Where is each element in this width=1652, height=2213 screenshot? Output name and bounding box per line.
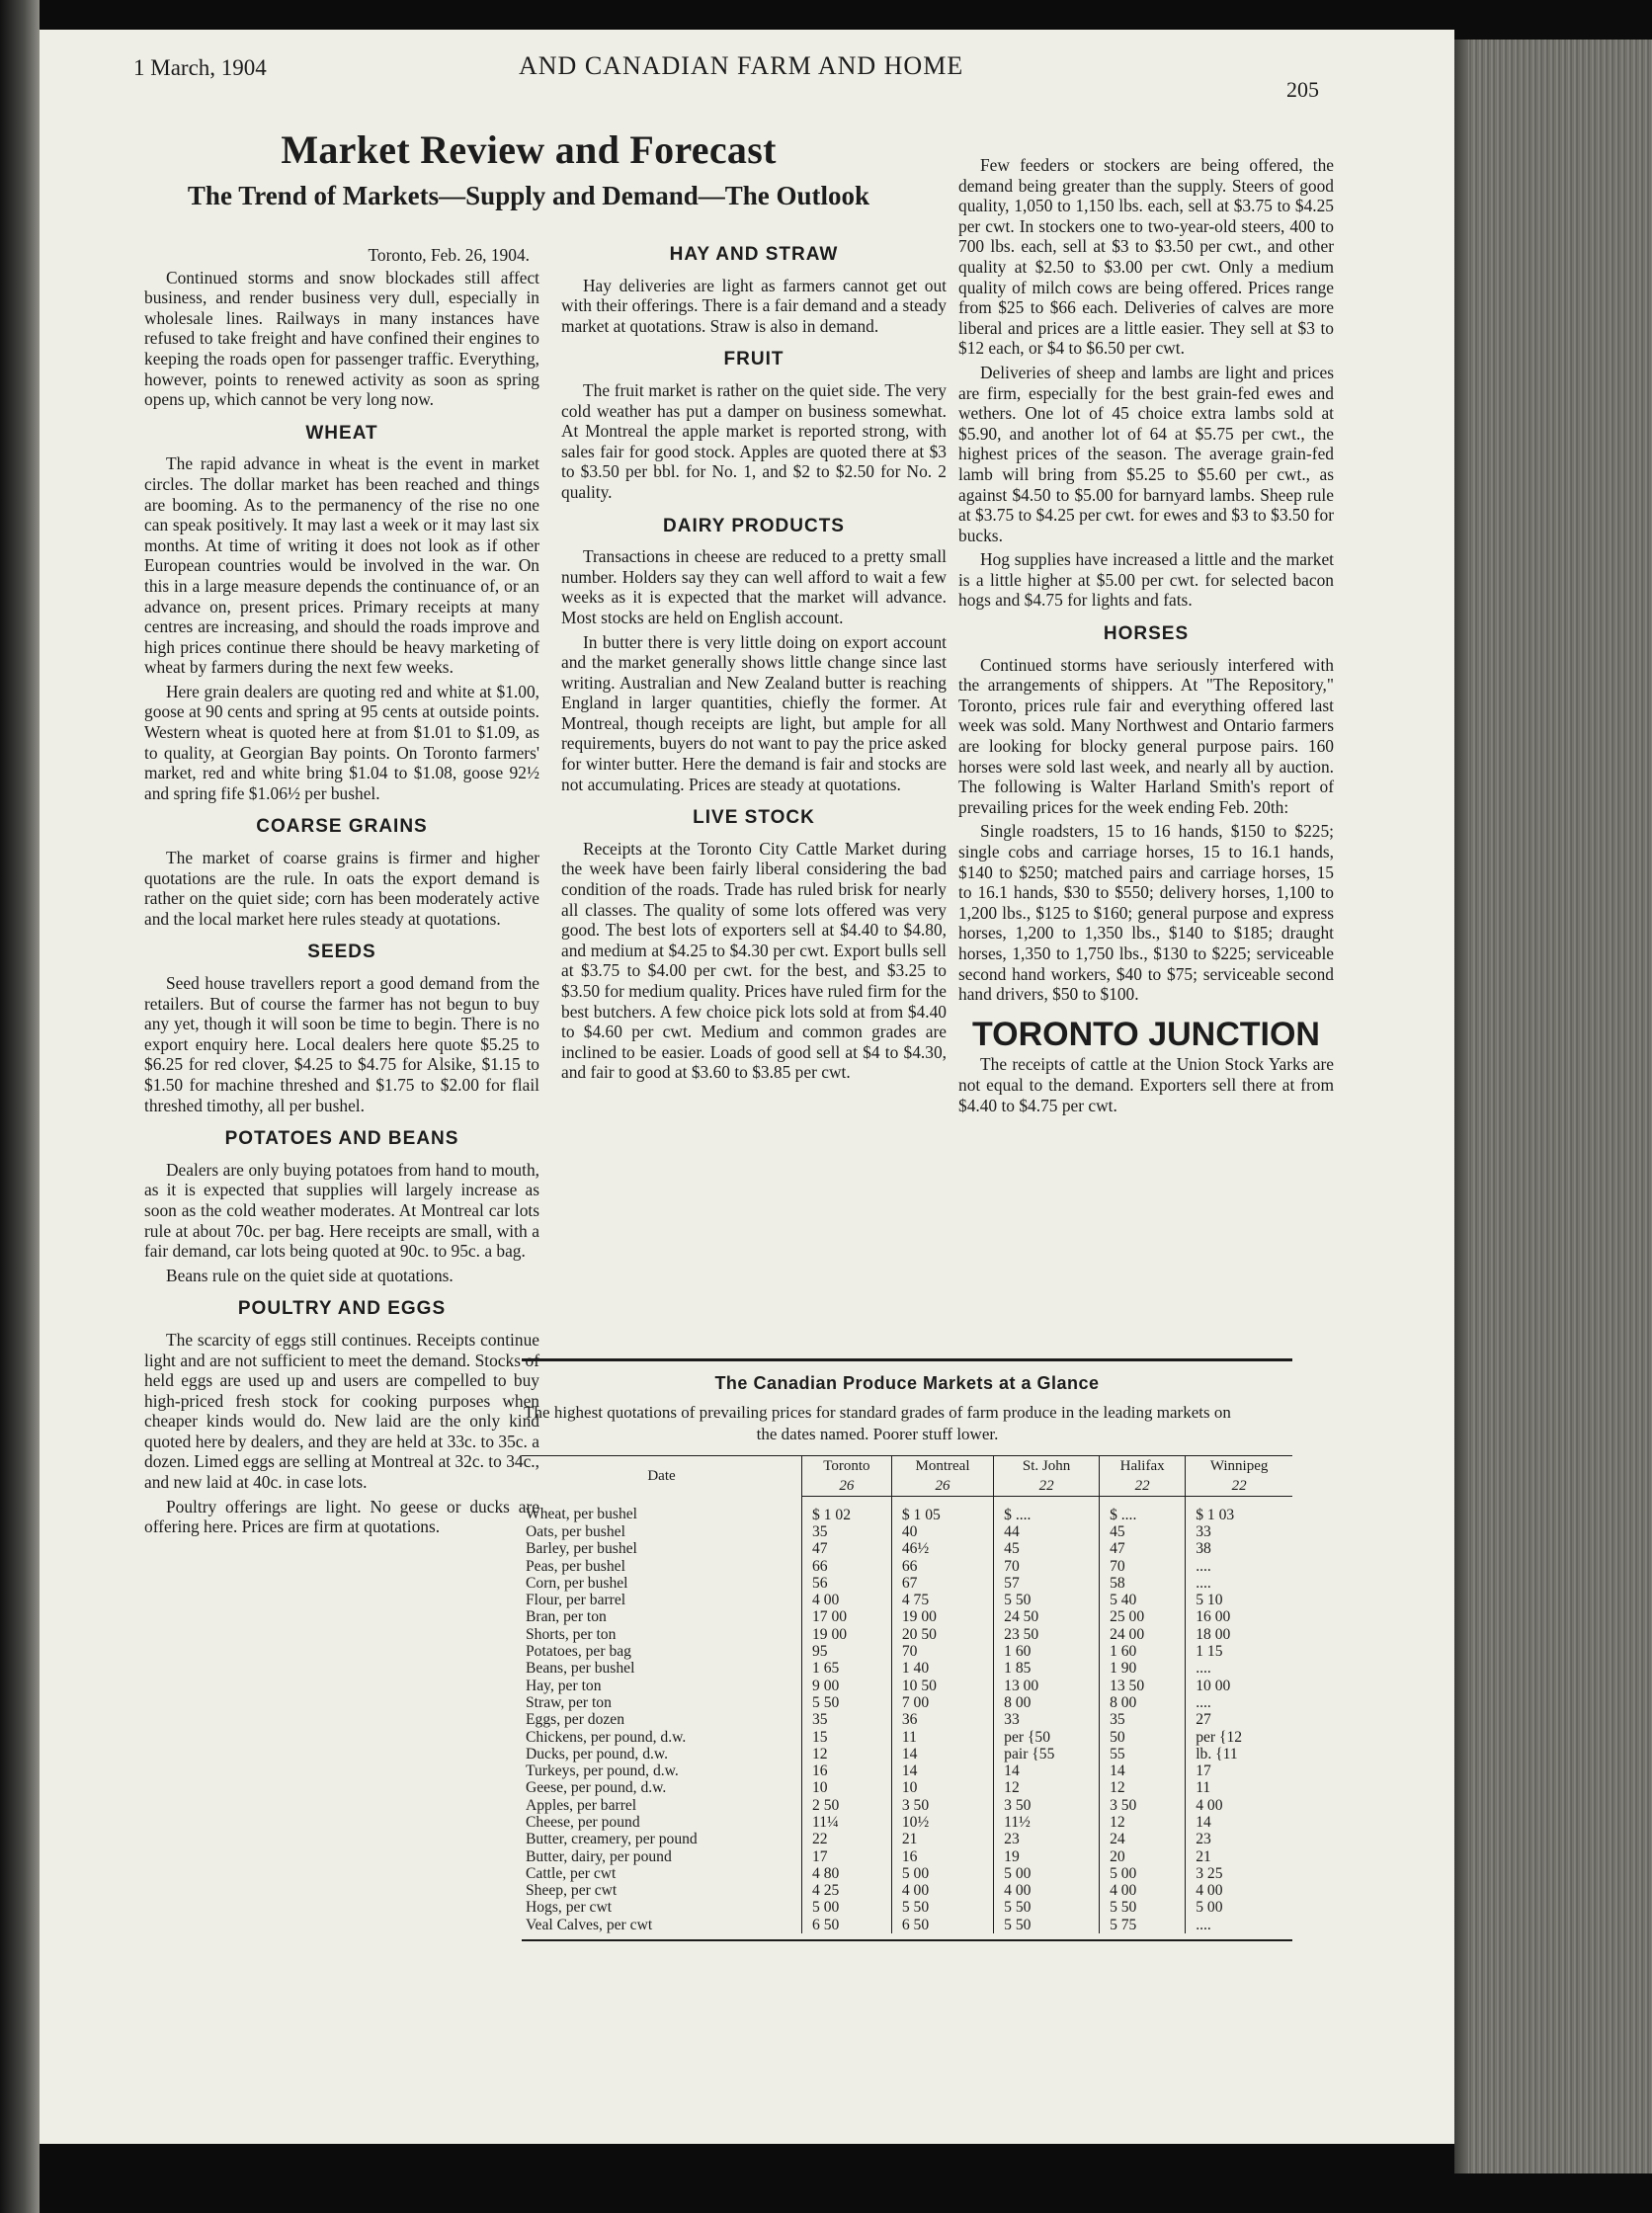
produce-table-subtitle: The highest quotations of prevailing prices for standard grades of farm produce in the leading markets on the dates named. Poorer stuff lower. — [524, 1403, 1231, 1443]
price-cell: 21 — [1186, 1848, 1292, 1865]
price-cell: 1 90 — [1100, 1661, 1186, 1678]
price-cell: 27 — [1186, 1712, 1292, 1729]
table-row — [522, 1900, 1292, 1917]
price-cell: 2 50 — [802, 1797, 892, 1814]
price-cell: 38 — [1186, 1541, 1292, 1558]
main-headline — [138, 126, 919, 211]
seeds-paragraph: Seed house travellers report a good demand from the retailers. But of course the farmer has not begun to buy any yet, though it will soon be time to begin. There is no export enquiry here. Local dealers here quote $5.25 to $6.25 for red clover, $4.25 to $4.75 for Alsike, $1.15 to $1.50 for machine threshed and $1.75 to $2.00 for flail threshed timothy, all per bushel. — [144, 973, 539, 1115]
row-label: Oats, per bushel — [522, 1523, 802, 1540]
row-label: Potatoes, per bag — [522, 1643, 802, 1660]
price-cell: 12 — [994, 1780, 1100, 1797]
price-cell: 18 00 — [1186, 1626, 1292, 1643]
price-cell: 23 — [1186, 1832, 1292, 1848]
price-cell: 45 — [1100, 1523, 1186, 1540]
table-row — [522, 1729, 1292, 1746]
date-winnipeg: 22 — [1186, 1476, 1292, 1497]
price-cell: 66 — [891, 1558, 993, 1575]
date-montreal: 26 — [891, 1476, 993, 1497]
price-cell: 45 — [994, 1541, 1100, 1558]
price-cell: 40 — [891, 1523, 993, 1540]
price-cell: 5 50 — [891, 1900, 993, 1917]
price-cell: 47 — [802, 1541, 892, 1558]
poultry-paragraph-1: The scarcity of eggs still continues. Receipts continue light and are not sufficient to meet the demand. Stocks of held eggs are used up and users are compelled to buy high-priced fresh stock for cooking purposes when cheaper kinds would do. New laid are the only kind quoted here by dealers, and they are held at 33c. to 35c. a dozen. Limed eggs are selling at Montreal at 32c. to 34c., and new laid at 40c. in case lots. — [144, 1329, 539, 1493]
table-row — [522, 1626, 1292, 1643]
price-cell: 14 — [1100, 1762, 1186, 1779]
row-label: Bran, per ton — [522, 1609, 802, 1626]
headline-title: Market Review and Forecast — [281, 127, 777, 172]
table-row — [522, 1497, 1292, 1524]
price-cell: 13 00 — [994, 1678, 1100, 1694]
table-row — [522, 1746, 1292, 1762]
table-row — [522, 1694, 1292, 1711]
price-cell: 67 — [891, 1575, 993, 1592]
city-header-st-john: St. John — [994, 1456, 1100, 1477]
price-cell: 47 — [1100, 1541, 1186, 1558]
price-cell: 1 60 — [1100, 1643, 1186, 1660]
price-cell: 55 — [1100, 1746, 1186, 1762]
price-cell: 4 25 — [802, 1883, 892, 1900]
horses-paragraph-1: Continued storms have seriously interfered with the arrangements of shippers. At "The Repository," Toronto, prices rule fair and everything offered last week was sold. Many Northwest and Ontario farmers are looking for blocky general purpose pairs. 160 horses were sold last week, and nearly all by auction. The following is Walter Harland Smith's report of prevailing prices for the week ending Feb. 20th: — [958, 654, 1334, 817]
price-cell: 21 — [891, 1832, 993, 1848]
row-label: Butter, creamery, per pound — [522, 1832, 802, 1848]
coarse-grains-heading: COARSE GRAINS — [256, 816, 428, 838]
row-label: Veal Calves, per cwt — [522, 1917, 802, 1933]
price-cell: 4 00 — [1186, 1883, 1292, 1900]
price-cell: 10 50 — [891, 1678, 993, 1694]
price-cell: 3 50 — [994, 1797, 1100, 1814]
price-cell: per {12 — [1186, 1729, 1292, 1746]
table-row — [522, 1865, 1292, 1882]
table-row — [522, 1609, 1292, 1626]
horses-paragraph-2: Single roadsters, 15 to 16 hands, $150 to $225; single cobs and carriage horses, 15 to 16.1 hands, $140 to $250; matched pairs and carriage horses, 15 to 16.1 hands, $30 to $550; delivery horses, 1,100 to 1,200 lbs., $125 to $160; general purpose and express horses, 1,200 to 1,350 lbs., $140 to $185; draught horses, 1,350 to 1,750 lbs., $130 to $225; serviceable second hand workers, $40 to $75; serviceable second hand drivers, $50 to $100. — [958, 821, 1334, 1005]
dairy-paragraph-2: In butter there is very little doing on export account and the market generally shows little change since last writing. Australian and New Zealand butter is reaching England in larger quantities, chiefly the former. At Montreal, though receipts are light, but ample for all requirements, buyers do not want to pay the price asked for winter butter. Here the demand is fair and stocks are not accumulating. Prices are steady at quotations. — [561, 631, 947, 794]
price-cell: .... — [1186, 1661, 1292, 1678]
table-row — [522, 1678, 1292, 1694]
table-row — [522, 1797, 1292, 1814]
page-number: 205 — [1286, 77, 1319, 102]
price-cell: 16 00 — [1186, 1609, 1292, 1626]
price-cell: 58 — [1100, 1575, 1186, 1592]
seeds-heading: SEEDS — [307, 942, 376, 963]
price-cell: 24 00 — [1100, 1626, 1186, 1643]
price-cell: $ .... — [994, 1497, 1100, 1524]
price-cell: 70 — [1100, 1558, 1186, 1575]
price-cell: .... — [1186, 1917, 1292, 1933]
row-label: Corn, per bushel — [522, 1575, 802, 1592]
price-cell: 5 00 — [994, 1865, 1100, 1882]
table-row — [522, 1661, 1292, 1678]
price-cell: 1 65 — [802, 1661, 892, 1678]
price-cell: 6 50 — [891, 1917, 993, 1933]
price-cell: 19 00 — [802, 1626, 892, 1643]
price-cell: 17 — [802, 1848, 892, 1865]
city-header-montreal: Montreal — [891, 1456, 993, 1477]
price-cell: 4 00 — [891, 1883, 993, 1900]
hay-paragraph: Hay deliveries are light as farmers cannot get out with their offerings. There is a fair demand and a steady market at quotations. Straw is also in demand. — [561, 275, 947, 336]
price-cell: 56 — [802, 1575, 892, 1592]
city-header-halifax: Halifax — [1100, 1456, 1186, 1477]
row-label: Beans, per bushel — [522, 1661, 802, 1678]
price-cell: 3 50 — [891, 1797, 993, 1814]
price-cell: 25 00 — [1100, 1609, 1186, 1626]
price-cell: 4 00 — [802, 1592, 892, 1608]
price-cell: 24 — [1100, 1832, 1186, 1848]
price-cell: 10 — [802, 1780, 892, 1797]
potatoes-paragraph-2: Beans rule on the quiet side at quotations. — [166, 1265, 454, 1285]
price-cell: 5 10 — [1186, 1592, 1292, 1608]
price-cell: 11½ — [994, 1814, 1100, 1831]
price-cell: 5 40 — [1100, 1592, 1186, 1608]
price-cell: 23 — [994, 1832, 1100, 1848]
table-row — [522, 1780, 1292, 1797]
table-row — [522, 1848, 1292, 1865]
fruit-paragraph: The fruit market is rather on the quiet side. The very cold weather has put a damper on business somewhat. At Montreal the apple market is reported strong, with sales fair for good stock. Apples are quoted there at $3 to $3.50 per bbl. for No. 1, and $2 to $2.50 for No. 2 quality. — [561, 379, 947, 502]
price-cell: 5 50 — [802, 1694, 892, 1711]
table-row — [522, 1832, 1292, 1848]
price-cell: $ 1 02 — [802, 1497, 892, 1524]
price-cell: 46½ — [891, 1541, 993, 1558]
headline-subtitle: The Trend of Markets—Supply and Demand—The Outlook — [187, 181, 870, 210]
date-halifax: 22 — [1100, 1476, 1186, 1497]
price-cell: 12 — [802, 1746, 892, 1762]
price-cell: 7 00 — [891, 1694, 993, 1711]
table-row — [522, 1541, 1292, 1558]
running-header — [133, 47, 1319, 102]
price-cell: 4 75 — [891, 1592, 993, 1608]
price-cell: 95 — [802, 1643, 892, 1660]
city-header-toronto: Toronto — [802, 1456, 892, 1477]
row-label: Peas, per bushel — [522, 1558, 802, 1575]
table-row — [522, 1575, 1292, 1592]
table-row — [522, 1814, 1292, 1831]
price-cell: 16 — [802, 1762, 892, 1779]
price-cell: 70 — [891, 1643, 993, 1660]
table-row — [522, 1712, 1292, 1729]
price-cell: 5 50 — [994, 1592, 1100, 1608]
livestock-heading: LIVE STOCK — [693, 807, 815, 829]
price-cell: .... — [1186, 1575, 1292, 1592]
price-cell: 9 00 — [802, 1678, 892, 1694]
price-cell: 10½ — [891, 1814, 993, 1831]
row-label: Sheep, per cwt — [522, 1883, 802, 1900]
price-cell: 15 — [802, 1729, 892, 1746]
table-row — [522, 1643, 1292, 1660]
price-cell: 20 50 — [891, 1626, 993, 1643]
price-cell: 14 — [1186, 1814, 1292, 1831]
price-cell: $ 1 05 — [891, 1497, 993, 1524]
table-row — [522, 1883, 1292, 1900]
wheat-paragraph-2: Here grain dealers are quoting red and white at $1.00, goose at 90 cents and spring at 95 cents at outside points. Western wheat is quoted here at from $1.01 to $1.09, as to quality, at Georgian Bay points. On Toronto farmers' market, red and white bring $1.04 to $1.08, goose 92½ and spring fife $1.06½ per bushel. — [144, 681, 539, 803]
price-cell: 5 00 — [1100, 1865, 1186, 1882]
price-cell: 23 50 — [994, 1626, 1100, 1643]
price-cell: 16 — [891, 1848, 993, 1865]
coarse-grains-paragraph: The market of coarse grains is firmer and higher quotations are the rule. In oats the export demand is rather on the quiet side; corn has been moderately active and the local market here rules steady at quotations. — [144, 848, 539, 929]
row-label: Ducks, per pound, d.w. — [522, 1746, 802, 1762]
price-cell: 35 — [1100, 1712, 1186, 1729]
price-cell: 6 50 — [802, 1917, 892, 1933]
poultry-paragraph-2: Poultry offerings are light. No geese or ducks are offering here. Prices are firm at quotations. — [144, 1496, 539, 1537]
row-label: Cattle, per cwt — [522, 1865, 802, 1882]
date-st-john: 22 — [994, 1476, 1100, 1497]
price-cell: $ .... — [1100, 1497, 1186, 1524]
date-toronto: 26 — [802, 1476, 892, 1497]
produce-table-title: The Canadian Produce Markets at a Glance — [714, 1373, 1100, 1393]
price-cell: 70 — [994, 1558, 1100, 1575]
column-3 — [958, 155, 1334, 1119]
horses-heading: HORSES — [1103, 623, 1190, 645]
price-cell: 35 — [802, 1712, 892, 1729]
price-cell: 4 00 — [1186, 1797, 1292, 1814]
price-cell: per {50 — [994, 1729, 1100, 1746]
price-cell: 4 00 — [1100, 1883, 1186, 1900]
price-cell: 3 50 — [1100, 1797, 1186, 1814]
toronto-junction-paragraph: The receipts of cattle at the Union Stock Yarks are not equal to the demand. Exporters sell there at from $4.40 to $4.75 per cwt. — [958, 1054, 1334, 1115]
column-2 — [561, 245, 947, 1087]
price-cell: $ 1 03 — [1186, 1497, 1292, 1524]
fruit-heading: FRUIT — [723, 349, 785, 370]
row-label: Straw, per ton — [522, 1694, 802, 1711]
price-cell: 33 — [994, 1712, 1100, 1729]
row-label: Wheat, per bushel — [522, 1497, 802, 1524]
row-label: Shorts, per ton — [522, 1626, 802, 1643]
row-label: Hay, per ton — [522, 1678, 802, 1694]
price-cell: 5 00 — [802, 1900, 892, 1917]
price-cell: 35 — [802, 1523, 892, 1540]
toronto-junction-heading: TORONTO JUNCTION — [972, 1015, 1320, 1053]
row-label: Butter, dairy, per pound — [522, 1848, 802, 1865]
table-row — [522, 1917, 1292, 1933]
price-cell: 24 50 — [994, 1609, 1100, 1626]
produce-table-body — [522, 1497, 1292, 1934]
price-cell: 10 00 — [1186, 1678, 1292, 1694]
price-cell: 4 80 — [802, 1865, 892, 1882]
price-cell: 57 — [994, 1575, 1100, 1592]
table-bottom-rule — [522, 1939, 1292, 1941]
table-row — [522, 1592, 1292, 1608]
page-stack-edge — [1454, 40, 1652, 2173]
wheat-heading: WHEAT — [305, 422, 378, 444]
book-gutter — [0, 0, 40, 2213]
dairy-heading: DAIRY PRODUCTS — [663, 515, 845, 536]
price-cell: lb. {11 — [1186, 1746, 1292, 1762]
price-cell: 66 — [802, 1558, 892, 1575]
price-cell: pair {55 — [994, 1746, 1100, 1762]
price-cell: 8 00 — [994, 1694, 1100, 1711]
potatoes-paragraph-1: Dealers are only buying potatoes from hand to mouth, as it is expected that supplies will largely increase as soon as the cold weather moderates. At Montreal car lots rule at about 70c. per bag. Here receipts are small, with a fair demand, car lots being quoted at 90c. to 95c. a bag. — [144, 1159, 539, 1262]
wheat-paragraph-1: The rapid advance in wheat is the event in market circles. The dollar market has been reached and things are booming. As to the permanency of the rise no one can speak positively. It may last a week or it may last six months. At time of writing it does not look as if other European countries would be involved in the war. On this in a large measure depends the continuance of, or an advance on, present prices. Primary receipts at many centres are increasing, and should the roads improve and high prices continue there should be heavy marketing of wheat by farmers during the next few weeks. — [144, 453, 539, 678]
date-column-header: Date — [522, 1456, 802, 1497]
hay-heading: HAY AND STRAW — [669, 244, 839, 265]
price-cell: 14 — [891, 1746, 993, 1762]
produce-table — [522, 1455, 1292, 1933]
dateline: Toronto, Feb. 26, 1904. — [368, 245, 530, 265]
price-cell: 1 60 — [994, 1643, 1100, 1660]
price-cell: 11 — [891, 1729, 993, 1746]
price-cell: 5 75 — [1100, 1917, 1186, 1933]
table-top-rule — [522, 1358, 1292, 1361]
potatoes-heading: POTATOES AND BEANS — [224, 1128, 459, 1150]
row-label: Flour, per barrel — [522, 1592, 802, 1608]
price-cell: 19 — [994, 1848, 1100, 1865]
price-cell: 1 15 — [1186, 1643, 1292, 1660]
livestock-paragraph-1: Receipts at the Toronto City Cattle Market during the week have been fairly liberal considering the bad condition of the roads. Trade has ruled brisk for nearly all classes. The quality of some lots offered was very good. The best lots of exporters sell at $4.40 to $4.80, and medium at $4.25 to $4.30 per cwt. Export bulls sell at $3.75 to $4.00 per cwt. for the best, and $3.25 to $3.50 for medium quality. Prices have ruled firm for the best butchers. A few choice pick lots sold at from $4.40 to $4.60 per cwt. Medium and common grades are inclined to be easier. Loads of good sell at $4 to $4.30, and fair to good at $3.60 to $3.85 per cwt. — [561, 838, 947, 1083]
newspaper-page — [40, 30, 1454, 2144]
table-row — [522, 1558, 1292, 1575]
price-cell: 4 00 — [994, 1883, 1100, 1900]
table-row — [522, 1523, 1292, 1540]
price-cell: 19 00 — [891, 1609, 993, 1626]
price-cell: 22 — [802, 1832, 892, 1848]
price-cell: 20 — [1100, 1848, 1186, 1865]
livestock-paragraph-3: Deliveries of sheep and lambs are light and prices are firm, especially for the best grain-fed ewes and wethers. One lot of 45 choice extra lambs sold at $5.90, and another lot of 64 at $5.75 per cwt., the highest prices of the season. The average grain-fed lamb will bring from $5.25 to $5.60 per cwt., as against $4.50 to $5.00 for barnyard lambs. Sheep rule at $3.75 to $4.25 per cwt. for ewes and $3 to $3.50 for bucks. — [958, 362, 1334, 545]
row-label: Chickens, per pound, d.w. — [522, 1729, 802, 1746]
livestock-paragraph-2: Few feeders or stockers are being offered, the demand being greater than the supply. Steers of good quality, 1,050 to 1,150 lbs. each, sell at $3.75 to $4.25 per cwt. In stockers one to two-year-old steers, 400 to 700 lbs. each, sell at $3 to $3.50 per cwt., and other quality at $2.50 to $3.00 per cwt. Only a medium quality of milch cows are being offered. Prices range from $25 to $66 each. Deliveries of calves are more liberal and prices are a little easier. They sell at $3 to $12 each, or $4 to $6.50 per cwt. — [958, 155, 1334, 359]
city-header-winnipeg: Winnipeg — [1186, 1456, 1292, 1477]
price-cell: 17 — [1186, 1762, 1292, 1779]
row-label: Barley, per bushel — [522, 1541, 802, 1558]
poultry-heading: POULTRY AND EGGS — [237, 1298, 447, 1320]
livestock-paragraph-4: Hog supplies have increased a little and the market is a little higher at $5.00 per cwt. for selected bacon hogs and $4.75 for lights and fats. — [958, 549, 1334, 611]
price-cell: 13 50 — [1100, 1678, 1186, 1694]
price-cell: 14 — [891, 1762, 993, 1779]
price-cell: .... — [1186, 1694, 1292, 1711]
row-label: Hogs, per cwt — [522, 1900, 802, 1917]
price-cell: 11¼ — [802, 1814, 892, 1831]
column-1 — [144, 245, 539, 1541]
row-label: Geese, per pound, d.w. — [522, 1780, 802, 1797]
table-row — [522, 1762, 1292, 1779]
price-cell: 50 — [1100, 1729, 1186, 1746]
price-cell: 5 00 — [1186, 1900, 1292, 1917]
price-cell: 3 25 — [1186, 1865, 1292, 1882]
price-cell: 12 — [1100, 1814, 1186, 1831]
price-cell: .... — [1186, 1558, 1292, 1575]
row-label: Turkeys, per pound, d.w. — [522, 1762, 802, 1779]
price-cell: 5 50 — [1100, 1900, 1186, 1917]
price-cell: 1 40 — [891, 1661, 993, 1678]
price-cell: 12 — [1100, 1780, 1186, 1797]
price-cell: 5 50 — [994, 1917, 1100, 1933]
row-label: Eggs, per dozen — [522, 1712, 802, 1729]
price-cell: 1 85 — [994, 1661, 1100, 1678]
price-cell: 44 — [994, 1523, 1100, 1540]
price-cell: 10 — [891, 1780, 993, 1797]
price-cell: 17 00 — [802, 1609, 892, 1626]
row-label: Apples, per barrel — [522, 1797, 802, 1814]
dairy-paragraph-1: Transactions in cheese are reduced to a pretty small number. Holders say they can well afford to wait a few weeks as it is expected that the market will advance. Most stocks are held on English account. — [561, 546, 947, 627]
price-cell: 36 — [891, 1712, 993, 1729]
issue-date: 1 March, 1904 — [133, 55, 267, 80]
price-cell: 33 — [1186, 1523, 1292, 1540]
journal-title: AND CANADIAN FARM AND HOME — [519, 51, 964, 80]
produce-markets-table-block — [522, 1358, 1292, 1941]
price-cell: 11 — [1186, 1780, 1292, 1797]
price-cell: 8 00 — [1100, 1694, 1186, 1711]
price-cell: 14 — [994, 1762, 1100, 1779]
price-cell: 5 00 — [891, 1865, 993, 1882]
intro-paragraph: Continued storms and snow blockades still affect business, and render business very dull, especially in wholesale lines. Railways in many instances have refused to take freight and have confined their engines to keeping the roads open for passenger traffic. Everything, however, points to renewed activity as soon as spring opens up, which cannot be very long now. — [144, 267, 539, 410]
price-cell: 5 50 — [994, 1900, 1100, 1917]
row-label: Cheese, per pound — [522, 1814, 802, 1831]
